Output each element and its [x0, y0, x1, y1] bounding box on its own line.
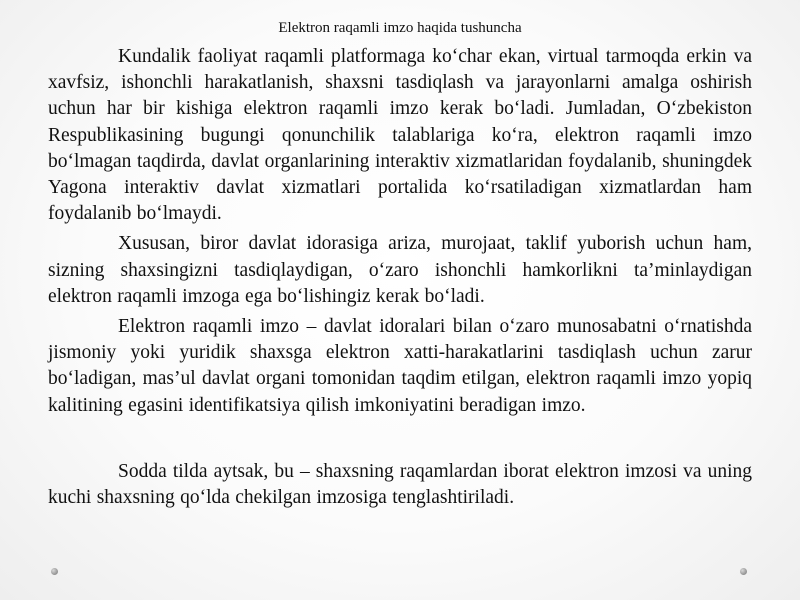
- paragraph-2: Xususan, biror davlat idorasiga ariza, murojaat, taklif yuborish uchun ham, sizning shaxsingizni tasdiqlaydigan, o‘zaro ishonchli hamkorlikni ta’minlaydigan elektron raqamli imzoga ega bo‘lishingiz kerak bo‘ladi.: [48, 233, 752, 307]
- decorative-dot-left-icon: [51, 568, 58, 575]
- decorative-dot-right-icon: [740, 568, 747, 575]
- paragraph-3: Elektron raqamli imzo – davlat idoralari bilan o‘zaro munosabatni o‘rnatishda jismoniy yoki yuridik shaxsga elektron xatti-harakatlarini tasdiqlash uchun zarur bo‘ladigan, mas’ul davlat organi tomonidan taqdim etilgan, elektron raqamli imzo yopiq kalitining egasini identifikatsiya qilish imkoniyatini beradigan imzo.: [48, 316, 752, 416]
- slide-title: Elektron raqamli imzo haqida tushuncha: [278, 20, 522, 36]
- paragraph-1: Kundalik faoliyat raqamli platformaga ko‘char ekan, virtual tarmoqda erkin va xavfsiz, ishonchli harakatlanish, shaxsni tasdiqlash va jarayonlarni amalga oshirish uchun har bir kishiga elektron raqamli imzo kerak bo‘ladi. Jumladan, O‘zbekiston Respublikasining bugungi qonunchilik talablariga ko‘ra, elektron raqamli imzo bo‘lmagan taqdirda, davlat organlarining interaktiv xizmatlaridan foydalanib, shuningdek Yagona interaktiv davlat xizmatlari portalida ko‘rsatiladigan xizmatlardan ham foydalanib bo‘lmaydi.: [48, 46, 752, 225]
- paragraph-4: Sodda tilda aytsak, bu – shaxsning raqamlardan iborat elektron imzosi va uning kuchi shaxsning qo‘lda chekilgan imzosiga tenglashtiriladi.: [48, 460, 752, 509]
- slide-body: [48, 44, 752, 511]
